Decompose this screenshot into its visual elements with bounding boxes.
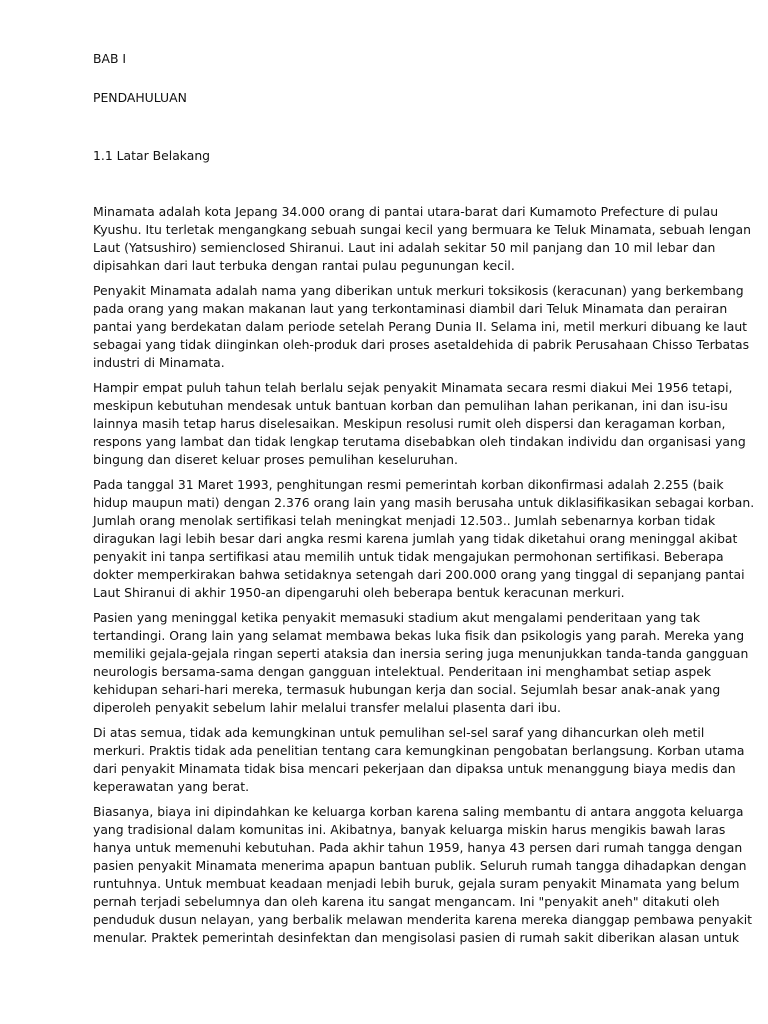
paragraph-7 — [93, 803, 753, 947]
paragraph-line: meskipun kebutuhan mendesak untuk bantuan korban dan pemulihan lahan perikanan, ini dan isu-isu — [93, 398, 728, 413]
paragraph-6 — [93, 724, 745, 796]
paragraph-line: Penyakit Minamata adalah nama yang diberikan untuk merkuri toksikosis (keracunan) yang berkembang — [93, 283, 744, 298]
paragraph-line: hanya untuk memenuhi kebutuhan. Pada akhir tahun 1959, hanya 43 persen dari rumah tangga dengan — [93, 840, 743, 855]
paragraph-line: yang tradisional dalam komunitas ini. Akibatnya, banyak keluarga miskin harus mengikis bawah laras — [93, 822, 726, 837]
paragraph-line: neurologis bersama-sama dengan gangguan intelektual. Penderitaan ini menghambat setiap aspek — [93, 664, 712, 679]
paragraph-line: Biasanya, biaya ini dipindahkan ke keluarga korban karena saling membantu di antara anggota keluarga — [93, 804, 744, 819]
paragraph-line: Minamata adalah kota Jepang 34.000 orang di pantai utara-barat dari Kumamoto Prefecture di pulau — [93, 204, 719, 219]
paragraph-line: kehidupan sehari-hari mereka, termasuk hubungan kerja dan social. Sejumlah besar anak-anak yang — [93, 682, 721, 697]
paragraph-4 — [93, 476, 755, 602]
paragraph-2 — [93, 282, 750, 372]
paragraph-line: Pasien yang meninggal ketika penyakit memasuki stadium akut mengalami penderitaan yang tak — [93, 610, 701, 625]
paragraph-line: hidup maupun mati) dengan 2.376 orang lain yang masih berusaha untuk diklasifikasikan sebagai korban. — [93, 495, 755, 510]
paragraph-line: Jumlah orang menolak sertifikasi telah meningkat menjadi 12.503.. Jumlah sebenarnya korban tidak — [93, 513, 716, 528]
paragraph-line: Laut (Yatsushiro) semienclosed Shiranui. Laut ini adalah sekitar 50 mil panjang dan 10 mil lebar dan — [93, 240, 716, 255]
paragraph-line: Hampir empat puluh tahun telah berlalu sejak penyakit Minamata secara resmi diakui Mei 1956 tetapi, — [93, 380, 733, 395]
paragraph-line: Pada tanggal 31 Maret 1993, penghitungan resmi pemerintah korban dikonfirmasi adalah 2.255 (baik — [93, 477, 724, 492]
paragraph-line: penduduk dusun nelayan, yang berbalik melawan menderita karena mereka dianggap pembawa penyakit — [93, 912, 753, 927]
section-heading: 1.1 Latar Belakang — [93, 148, 211, 163]
paragraph-line: dokter memperkirakan bahwa setidaknya setengah dari 200.000 orang yang tinggal di sepanjang pantai — [93, 567, 745, 582]
paragraph-line: tertandingi. Orang lain yang selamat membawa bekas luka fisik dan psikologis yang parah. Mereka yang — [93, 628, 745, 643]
paragraph-line: pada orang yang makan makanan laut yang terkontaminasi diambil dari Teluk Minamata dan perairan — [93, 301, 728, 316]
paragraph-line: memiliki gejala-gejala ringan seperti ataksia dan inersia sering juga menunjukkan tanda-tanda gangguan — [93, 646, 749, 661]
paragraph-line: keperawatan yang berat. — [93, 779, 250, 794]
chapter-title: PENDAHULUAN — [93, 90, 187, 105]
paragraph-3 — [93, 379, 746, 469]
paragraph-5 — [93, 609, 749, 717]
paragraph-line: dipisahkan dari laut terbuka dengan rantai pulau pegunungan kecil. — [93, 258, 515, 273]
paragraph-line: pantai yang berdekatan dalam periode setelah Perang Dunia II. Selama ini, metil merkuri dibuang ke laut — [93, 319, 748, 334]
paragraph-line: diperoleh penyakit sebelum lahir melalui transfer melalui plasenta dari ibu. — [93, 700, 561, 715]
paragraph-line: dari penyakit Minamata tidak bisa mencari pekerjaan dan dipaksa untuk menanggung biaya medis dan — [93, 761, 736, 776]
paragraph-line: merkuri. Praktis tidak ada penelitian tentang cara kemungkinan pengobatan berlangsung. Korban utama — [93, 743, 745, 758]
paragraph-line: pasien penyakit Minamata menerima apapun bantuan publik. Seluruh rumah tangga dihadapkan dengan — [93, 858, 747, 873]
document-body — [93, 50, 755, 947]
paragraph-line: Laut Shiranui di akhir 1950-an dipengaruhi oleh beberapa bentuk keracunan merkuri. — [93, 585, 625, 600]
paragraph-line: penyakit ini tanpa sertifikasi atau memilih untuk tidak mengajukan permohonan sertifikasi. Beberapa — [93, 549, 724, 564]
paragraph-line: Di atas semua, tidak ada kemungkinan untuk pemulihan sel-sel saraf yang dihancurkan oleh metil — [93, 725, 705, 740]
paragraph-1 — [93, 203, 751, 275]
paragraph-line: respons yang lambat dan tidak lengkap terutama disebabkan oleh tindakan individu dan organisasi yang — [93, 434, 746, 449]
paragraph-line: lainnya masih tetap harus diselesaikan. Meskipun resolusi rumit oleh dispersi dan keragaman korban, — [93, 416, 726, 431]
paragraph-line: industri di Minamata. — [93, 355, 225, 370]
paragraph-line: menular. Praktek pemerintah desinfektan dan mengisolasi pasien di rumah sakit diberikan alasan untuk — [93, 930, 740, 945]
paragraph-line: diragukan lagi lebih besar dari angka resmi karena jumlah yang tidak diketahui orang meninggal akibat — [93, 531, 738, 546]
chapter-label: BAB I — [93, 51, 127, 66]
paragraph-line: runtuhnya. Untuk membuat keadaan menjadi lebih buruk, gejala suram penyakit Minamata yang belum — [93, 876, 740, 891]
paragraph-line: pernah terjadi sebelumnya dan oleh karena itu sangat mengancam. Ini "penyakit aneh" ditakuti oleh — [93, 894, 720, 909]
paragraph-line: Kyushu. Itu terletak mengangkang sebuah sungai kecil yang bermuara ke Teluk Minamata, sebuah lengan — [93, 222, 751, 237]
paragraph-line: sebagai yang tidak diinginkan oleh-produk dari proses asetaldehida di pabrik Perusahaan Chisso Terbatas — [93, 337, 750, 352]
paragraph-line: bingung dan diseret keluar proses pemulihan keseluruhan. — [93, 452, 458, 467]
